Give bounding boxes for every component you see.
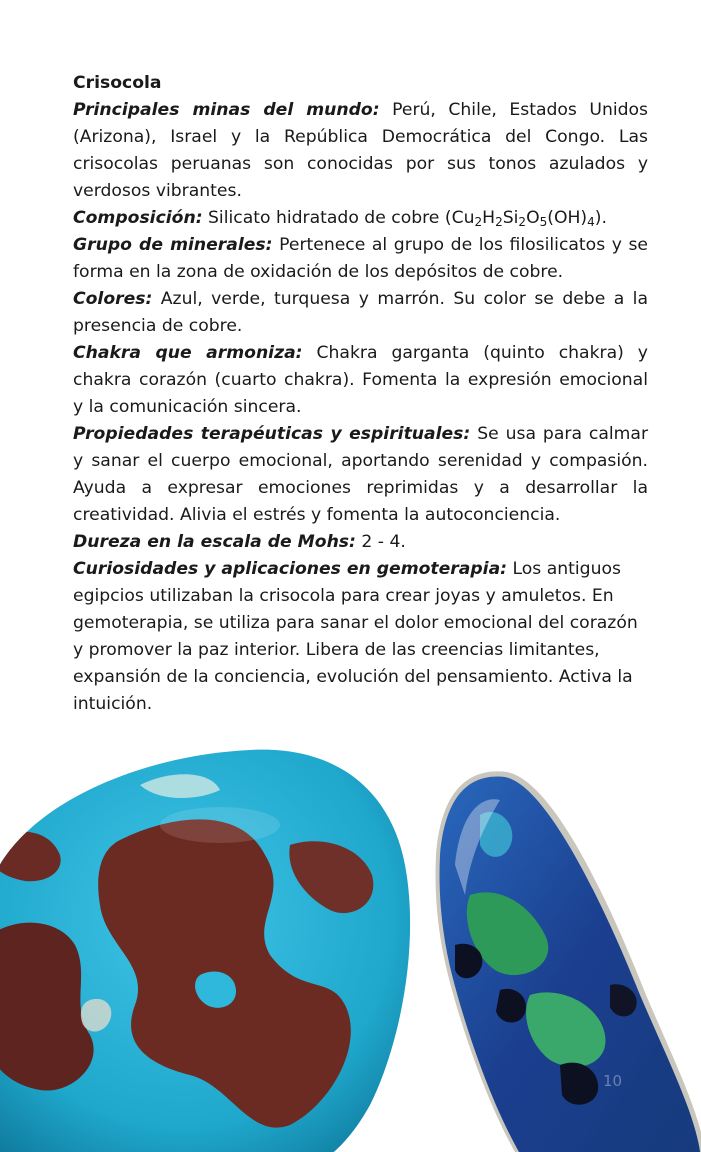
section-label: Composición:	[73, 208, 203, 228]
section-curiosidades	[73, 556, 648, 718]
text-column	[73, 70, 648, 718]
section-chakra	[73, 340, 648, 421]
large-stone	[0, 745, 420, 1152]
section-text: Azul, verde, turquesa y marrón. Su color se debe a la presencia de cobre.	[73, 289, 648, 336]
section-label: Curiosidades y aplicaciones en gemoterapia:	[73, 559, 508, 579]
section-label: Principales minas del mundo:	[73, 100, 380, 120]
page-number: 10	[603, 1072, 623, 1090]
section-colores	[73, 286, 648, 340]
chrysocolla-stones-image	[0, 745, 701, 1152]
section-label: Propiedades terapéuticas y espirituales:	[73, 424, 471, 444]
section-composicion: Composición: Silicato hidratado de cobre $(Cu_2H_2Si_2O_5(OH)_4)$.	[73, 208, 607, 229]
section-grupo	[73, 232, 648, 286]
section-label: Dureza en la escala de Mohs:	[73, 532, 356, 552]
section-text: Perú, Chile, Estados Unidos (Arizona), Israel y la República Democrática del Congo. Las crisocolas peruanas son conocidas por sus tonos azulados y verdosos vibrantes.	[73, 100, 649, 201]
section-text: Los antiguos egipcios utilizaban la crisocola para crear joyas y amuletos. En gemoterapia, se utiliza para sanar el dolor emocional del corazón y promover la paz interior. Libera de las creencias limitantes, expansión de la conciencia, evolución del pensamiento. Activa la intuición.	[73, 559, 638, 714]
formula: $Cu_2H_2Si_2O_5(OH)_4$	[451, 208, 595, 229]
section-dureza	[73, 529, 648, 556]
section-minas	[73, 97, 648, 205]
section-label: Grupo de minerales:	[73, 235, 273, 255]
section-text: Silicato hidratado de cobre (	[202, 208, 452, 228]
section-label: Chakra que armoniza:	[73, 343, 303, 363]
section-text: Se usa para calmar y sanar el cuerpo emocional, aportando serenidad y compasión. Ayuda a expresar emociones reprimidas y a desarrollar la creatividad. Alivia el estrés y fomenta la autoconciencia.	[73, 424, 649, 525]
section-label: Colores:	[73, 289, 153, 309]
page-title: Crisocola	[73, 73, 162, 93]
cabochon-stone	[430, 765, 701, 1152]
section-propiedades	[73, 421, 648, 529]
section-text: Chakra garganta (quinto chakra) y chakra corazón (cuarto chakra). Fomenta la expresión emocional y la comunicación sincera.	[73, 343, 648, 417]
section-text: Pertenece al grupo de los filosilicatos y se forma en la zona de oxidación de los depósitos de cobre.	[73, 235, 649, 282]
section-text: 2 - 4.	[355, 532, 406, 552]
